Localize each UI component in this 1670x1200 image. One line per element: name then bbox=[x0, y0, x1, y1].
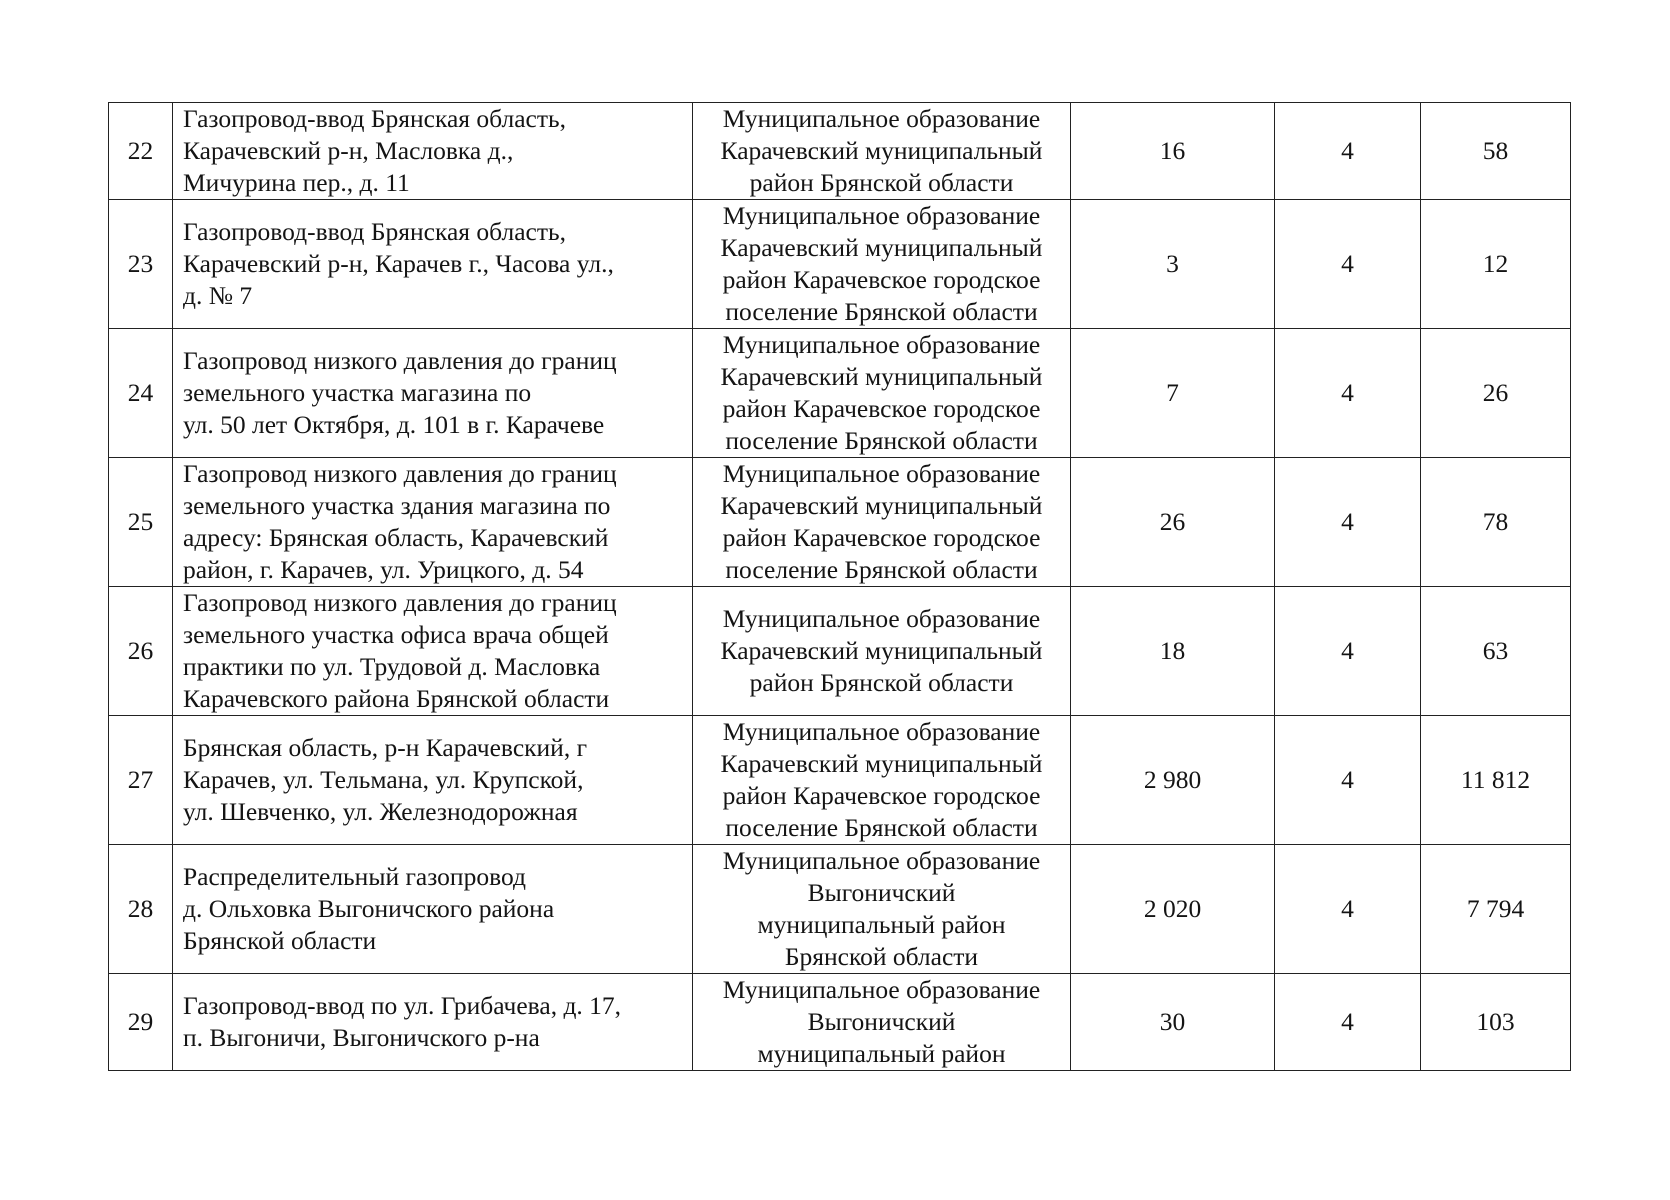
object-description: Брянская область, р-н Карачевский, г Карачев, ул. Тельмана, ул. Крупской, ул. Шевченко, ул. Железнодорожная bbox=[173, 716, 693, 845]
length-value: 16 bbox=[1071, 103, 1275, 200]
length-value: 18 bbox=[1071, 587, 1275, 716]
class-value: 4 bbox=[1275, 716, 1421, 845]
class-value: 4 bbox=[1275, 845, 1421, 974]
owner: Муниципальное образование Выгоничский муниципальный район Брянской области bbox=[693, 845, 1071, 974]
amount-value: 11 812 bbox=[1421, 716, 1571, 845]
length-value: 3 bbox=[1071, 200, 1275, 329]
owner: Муниципальное образование Карачевский муниципальный район Карачевское городское поселение Брянской области bbox=[693, 200, 1071, 329]
amount-value: 58 bbox=[1421, 103, 1571, 200]
length-value: 30 bbox=[1071, 974, 1275, 1071]
length-value: 26 bbox=[1071, 458, 1275, 587]
row-number: 25 bbox=[109, 458, 173, 587]
table-row bbox=[109, 329, 1571, 458]
row-number: 23 bbox=[109, 200, 173, 329]
length-value: 7 bbox=[1071, 329, 1275, 458]
amount-value: 26 bbox=[1421, 329, 1571, 458]
object-description: Газопровод-ввод Брянская область, Карачевский р-н, Масловка д., Мичурина пер., д. 11 bbox=[173, 103, 693, 200]
object-description: Распределительный газопровод д. Ольховка Выгоничского района Брянской области bbox=[173, 845, 693, 974]
class-value: 4 bbox=[1275, 974, 1421, 1071]
owner: Муниципальное образование Карачевский муниципальный район Карачевское городское поселение Брянской области bbox=[693, 329, 1071, 458]
owner: Муниципальное образование Карачевский муниципальный район Карачевское городское поселение Брянской области bbox=[693, 458, 1071, 587]
table-row bbox=[109, 200, 1571, 329]
table-row bbox=[109, 845, 1571, 974]
amount-value: 12 bbox=[1421, 200, 1571, 329]
class-value: 4 bbox=[1275, 200, 1421, 329]
row-number: 22 bbox=[109, 103, 173, 200]
owner: Муниципальное образование Выгоничский муниципальный район bbox=[693, 974, 1071, 1071]
class-value: 4 bbox=[1275, 458, 1421, 587]
owner: Муниципальное образование Карачевский муниципальный район Брянской области bbox=[693, 103, 1071, 200]
row-number: 27 bbox=[109, 716, 173, 845]
amount-value: 63 bbox=[1421, 587, 1571, 716]
length-value: 2 980 bbox=[1071, 716, 1275, 845]
owner: Муниципальное образование Карачевский муниципальный район Брянской области bbox=[693, 587, 1071, 716]
object-description: Газопровод-ввод Брянская область, Карачевский р-н, Карачев г., Часова ул., д. № 7 bbox=[173, 200, 693, 329]
owner: Муниципальное образование Карачевский муниципальный район Карачевское городское поселение Брянской области bbox=[693, 716, 1071, 845]
table-row bbox=[109, 103, 1571, 200]
row-number: 28 bbox=[109, 845, 173, 974]
table-row bbox=[109, 974, 1571, 1071]
object-description: Газопровод низкого давления до границ земельного участка магазина по ул. 50 лет Октября, д. 101 в г. Карачеве bbox=[173, 329, 693, 458]
row-number: 26 bbox=[109, 587, 173, 716]
table-row bbox=[109, 587, 1571, 716]
class-value: 4 bbox=[1275, 329, 1421, 458]
table-row bbox=[109, 716, 1571, 845]
amount-value: 7 794 bbox=[1421, 845, 1571, 974]
class-value: 4 bbox=[1275, 587, 1421, 716]
table-row bbox=[109, 458, 1571, 587]
amount-value: 103 bbox=[1421, 974, 1571, 1071]
object-description: Газопровод низкого давления до границ земельного участка офиса врача общей практики по ул. Трудовой д. Масловка Карачевского района Брянской области bbox=[173, 587, 693, 716]
object-description: Газопровод-ввод по ул. Грибачева, д. 17, п. Выгоничи, Выгоничского р-на bbox=[173, 974, 693, 1071]
class-value: 4 bbox=[1275, 103, 1421, 200]
amount-value: 78 bbox=[1421, 458, 1571, 587]
object-description: Газопровод низкого давления до границ земельного участка здания магазина по адресу: Брянская область, Карачевский район, г. Карачев, ул. Урицкого, д. 54 bbox=[173, 458, 693, 587]
length-value: 2 020 bbox=[1071, 845, 1275, 974]
row-number: 24 bbox=[109, 329, 173, 458]
row-number: 29 bbox=[109, 974, 173, 1071]
gas-pipeline-register-table bbox=[108, 102, 1571, 1071]
